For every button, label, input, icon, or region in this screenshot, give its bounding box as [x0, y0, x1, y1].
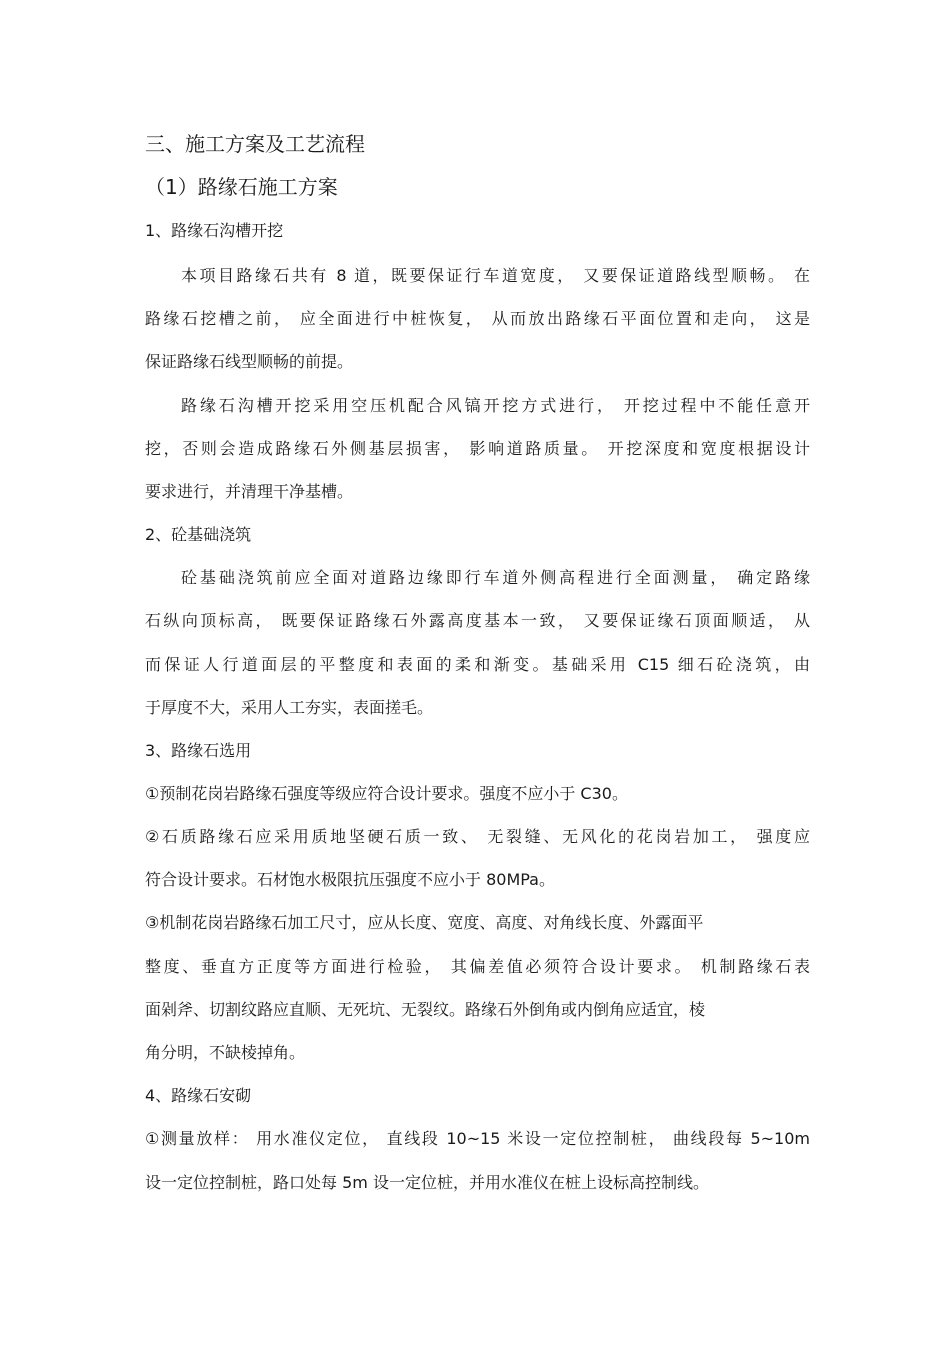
paragraph-line: 面剁斧、切割纹路应直顺、无死坑、无裂纹。路缘石外倒角或内倒角应适宜，棱: [145, 1000, 706, 1019]
section-heading-3: 3、路缘石选用: [145, 741, 252, 760]
section-title: 三、施工方案及工艺流程: [145, 132, 365, 156]
paragraph-line: 角分明，不缺棱掉角。: [145, 1043, 306, 1062]
paragraph-line: ①测量放样： 用水准仪定位， 直线段 10~15 米设一定位控制桩， 曲线段每 5~10m: [145, 1129, 810, 1148]
paragraph-line: ①预制花岗岩路缘石强度等级应符合设计要求。强度不应小于 C30。: [145, 784, 628, 803]
paragraph-line: 设一定位控制桩，路口处每 5m 设一定位桩，并用水准仪在桩上设标高控制线。: [145, 1173, 709, 1192]
paragraph-line: 石纵向顶标高， 既要保证路缘石外露高度基本一致， 又要保证缘石顶面顺适， 从: [145, 611, 810, 630]
paragraph-line: 要求进行，并清理干净基槽。: [145, 482, 354, 501]
paragraph-line: 路缘石挖槽之前， 应全面进行中桩恢复， 从而放出路缘石平面位置和走向， 这是: [145, 309, 810, 328]
paragraph-line: 保证路缘石线型顺畅的前提。: [145, 352, 354, 371]
paragraph-line: ③机制花岗岩路缘石加工尺寸，应从长度、宽度、高度、对角线长度、外露面平: [145, 913, 704, 932]
paragraph-line: 路缘石沟槽开挖采用空压机配合风镐开挖方式进行， 开挖过程中不能任意开: [181, 396, 810, 415]
paragraph-line: 而保证人行道面层的平整度和表面的柔和渐变。基础采用 C15 细石砼浇筑，由: [145, 655, 810, 674]
paragraph-line: 本项目路缘石共有 8 道，既要保证行车道宽度， 又要保证道路线型顺畅。 在: [181, 266, 810, 285]
subsection-title: （1）路缘石施工方案: [145, 175, 338, 199]
paragraph-line: ②石质路缘石应采用质地坚硬石质一致、 无裂缝、无风化的花岗岩加工， 强度应: [145, 827, 810, 846]
paragraph-line: 挖，否则会造成路缘石外侧基层损害， 影响道路质量。 开挖深度和宽度根据设计: [145, 439, 810, 458]
section-heading-4: 4、路缘石安砌: [145, 1086, 252, 1105]
paragraph-line: 整度、垂直方正度等方面进行检验， 其偏差值必须符合设计要求。 机制路缘石表: [145, 957, 810, 976]
section-heading-2: 2、砼基础浇筑: [145, 525, 252, 544]
paragraph-line: 符合设计要求。石材饱水极限抗压强度不应小于 80MPa。: [145, 870, 555, 889]
paragraph-line: 于厚度不大，采用人工夯实，表面搓毛。: [145, 698, 434, 717]
paragraph-line: 砼基础浇筑前应全面对道路边缘即行车道外侧高程进行全面测量， 确定路缘: [181, 568, 810, 587]
section-heading-1: 1、路缘石沟槽开挖: [145, 221, 284, 240]
